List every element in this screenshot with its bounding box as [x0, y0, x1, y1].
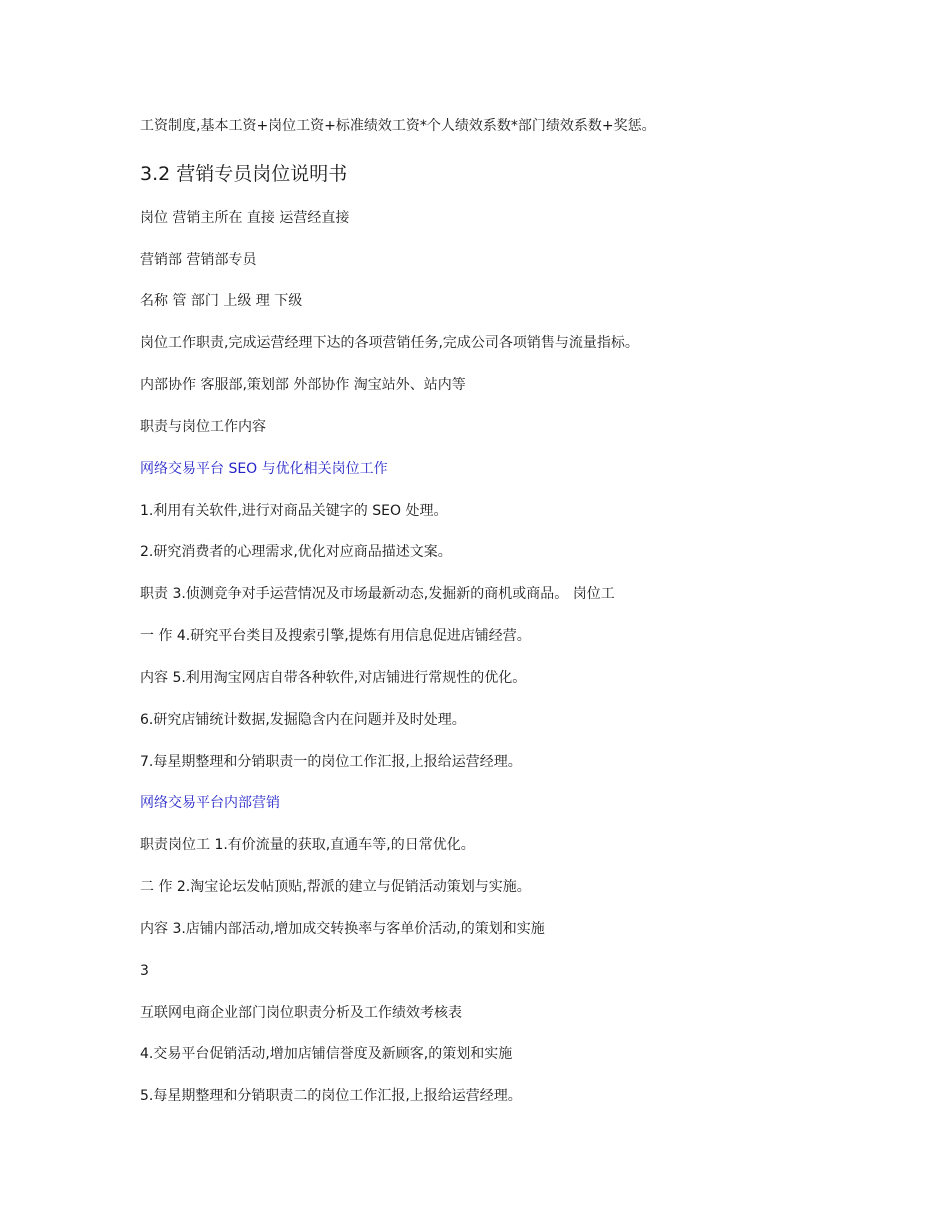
text-line-salary-system: 工资制度,基本工资+岗位工资+标准绩效工资*个人绩效系数*部门绩效系数+奖惩。 [140, 118, 656, 134]
list-item: 1.利用有关软件,进行对商品关键字的 SEO 处理。 [140, 503, 448, 519]
list-item: 2.研究消费者的心理需求,优化对应商品描述文案。 [140, 544, 452, 560]
text-line-cooperation: 内部协作 客服部,策划部 外部协作 淘宝站外、站内等 [140, 377, 466, 393]
list-item: 内容 5.利用淘宝网店自带各种软件,对店铺进行常规性的优化。 [140, 670, 527, 686]
running-header: 互联网电商企业部门岗位职责分析及工作绩效考核表 [140, 1005, 462, 1021]
section-title-internal-marketing: 网络交易平台内部营销 [140, 795, 280, 811]
list-item: 5.每星期整理和分销职责二的岗位工作汇报,上报给运营经理。 [140, 1088, 522, 1104]
list-item: 7.每星期整理和分销职责一的岗位工作汇报,上报给运营经理。 [140, 754, 522, 770]
page-number: 3 [140, 963, 149, 979]
list-item: 内容 3.店铺内部活动,增加成交转换率与客单价活动,的策划和实施 [140, 921, 545, 937]
text-line-job-duties: 岗位工作职责,完成运营经理下达的各项营销任务,完成公司各项销售与流量指标。 [140, 335, 639, 351]
list-item: 职责 3.侦测竞争对手运营情况及市场最新动态,发掘新的商机或商品。 岗位工 [140, 586, 615, 602]
text-line-department: 营销部 营销部专员 [140, 252, 257, 268]
list-item: 职责岗位工 1.有价流量的获取,直通车等,的日常优化。 [140, 837, 475, 853]
section-heading: 3.2 营销专员岗位说明书 [140, 163, 348, 185]
list-item: 6.研究店铺统计数据,发掘隐含内在问题并及时处理。 [140, 712, 466, 728]
text-line-duties-content: 职责与岗位工作内容 [140, 419, 266, 435]
text-line-position-header: 岗位 营销主所在 直接 运营经直接 [140, 210, 350, 226]
list-item: 一 作 4.研究平台类目及搜索引擎,提炼有用信息促进店铺经营。 [140, 628, 531, 644]
text-line-name-row: 名称 管 部门 上级 理 下级 [140, 293, 303, 309]
section-title-seo: 网络交易平台 SEO 与优化相关岗位工作 [140, 461, 388, 477]
list-item: 二 作 2.淘宝论坛发帖顶贴,帮派的建立与促销活动策划与实施。 [140, 879, 531, 895]
list-item: 4.交易平台促销活动,增加店铺信誉度及新顾客,的策划和实施 [140, 1046, 513, 1062]
